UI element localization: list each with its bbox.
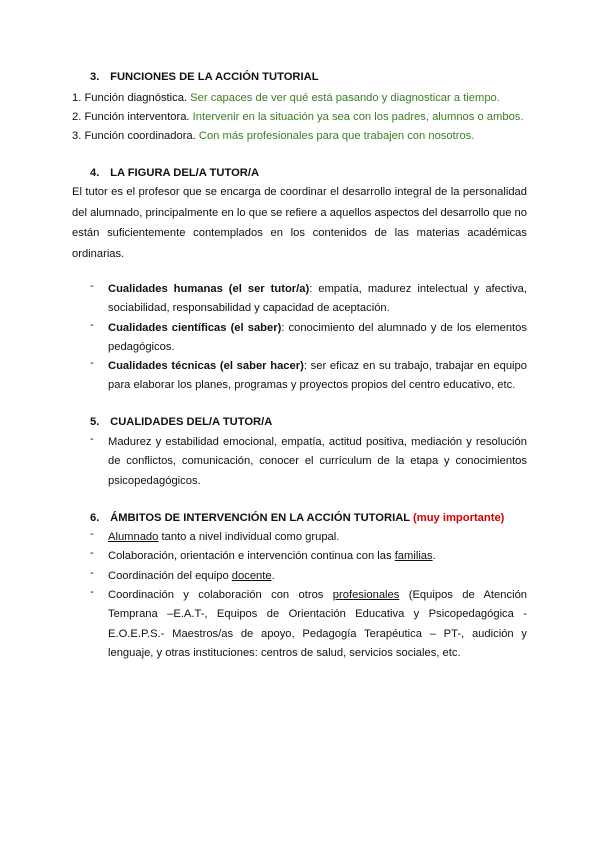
tutor-definition-paragraph: El tutor es el profesor que se encarga de coordinar el desarrollo integral de la personalidad del alumnado, principalmente en lo que se refiere a aquellos aspectos del desarrollo que no están suficientemente contemplados en los contenidos de las materias académicas ordinarias. — [72, 186, 527, 260]
scope-text-before: Colaboración, orientación e intervención continua con las — [108, 550, 395, 562]
scope-text-before: Coordinación y colaboración con otros — [108, 589, 333, 601]
section-number: 6. — [90, 512, 100, 524]
scope-keyword: familias — [394, 550, 433, 562]
section-title: LA FIGURA DEL/A TUTOR/A — [110, 167, 260, 179]
function-detail: Intervenir en la situación ya sea con los padres, alumnos o ambos. — [192, 111, 524, 123]
function-label: 1. Función diagnóstica. — [72, 92, 188, 104]
bullet-marker: - — [90, 357, 94, 369]
quality-text: : ser eficaz en su trabajo, trabajar en equipo para elaborar los planes, programas y proyectos propios del centro educativo, etc. — [108, 360, 527, 392]
scope-keyword: Alumnado — [108, 531, 159, 543]
bullet-marker: - — [90, 567, 94, 579]
scope-keyword: profesionales — [332, 589, 400, 601]
function-item — [72, 89, 500, 108]
section-6-heading — [90, 512, 504, 524]
function-label: 3. Función coordinadora. — [72, 130, 196, 142]
scope-keyword: docente — [231, 570, 272, 582]
section-title: ÁMBITOS DE INTERVENCIÓN EN LA ACCIÓN TUTORIAL — [110, 512, 410, 524]
bullet-marker: - — [90, 528, 94, 540]
bullet-marker: - — [90, 433, 94, 445]
quality-text: : conocimiento del alumnado y de los elementos pedagógicos. — [108, 322, 527, 354]
quality-title: Cualidades humanas (el ser tutor/a) — [108, 283, 310, 295]
section-title: FUNCIONES DE LA ACCIÓN TUTORIAL — [110, 71, 319, 83]
section-number: 3. — [90, 71, 100, 83]
bullet-marker: - — [90, 319, 94, 331]
function-detail: Ser capaces de ver qué está pasando y diagnosticar a tiempo. — [190, 92, 500, 104]
function-label: 2. Función interventora. — [72, 111, 190, 123]
section-number: 4. — [90, 167, 100, 179]
function-item — [72, 108, 524, 127]
quality-text: : empatía, madurez intelectual y afectiva, sociabilidad, responsabilidad y capacidad de aceptación. — [108, 283, 527, 315]
quality-title: Cualidades técnicas (el saber hacer) — [108, 360, 304, 372]
scope-text-after: (Equipos de Atención Temprana –E.A.T-, Equipos de Orientación Educativa y Psicopedagógica -E.O.E.P.S.- Maestros/as de apoyo, Pedagogía Terapéutica – PT-, audición y lenguaje, y otras instituciones: centros de salud, servicios sociales, etc. — [108, 589, 528, 660]
scope-text-before: Coordinación del equipo — [108, 570, 232, 582]
section-title: CUALIDADES DEL/A TUTOR/A — [110, 416, 273, 428]
bullet-marker: - — [90, 547, 94, 559]
tutor-qualities-text: Madurez y estabilidad emocional, empatía, actitud positiva, mediación y resolución de conflictos, comunicación, conocer el currículum de la etapa y conocimientos psicopedagógicos. — [108, 436, 527, 487]
importance-note: (muy importante) — [413, 512, 505, 524]
bullet-marker: - — [90, 586, 94, 598]
section-3-heading — [90, 71, 319, 83]
scope-text-after: . — [271, 570, 275, 582]
scope-text-after: . — [432, 550, 436, 562]
section-4-heading — [90, 167, 259, 179]
function-item — [72, 127, 474, 146]
section-number: 5. — [90, 416, 100, 428]
section-5-heading — [90, 416, 272, 428]
scope-text-after: tanto a nivel individual como grupal. — [158, 531, 340, 543]
bullet-marker: - — [90, 280, 94, 292]
function-detail: Con más profesionales para que trabajen con nosotros. — [198, 130, 475, 142]
quality-title: Cualidades científicas (el saber) — [108, 322, 282, 334]
